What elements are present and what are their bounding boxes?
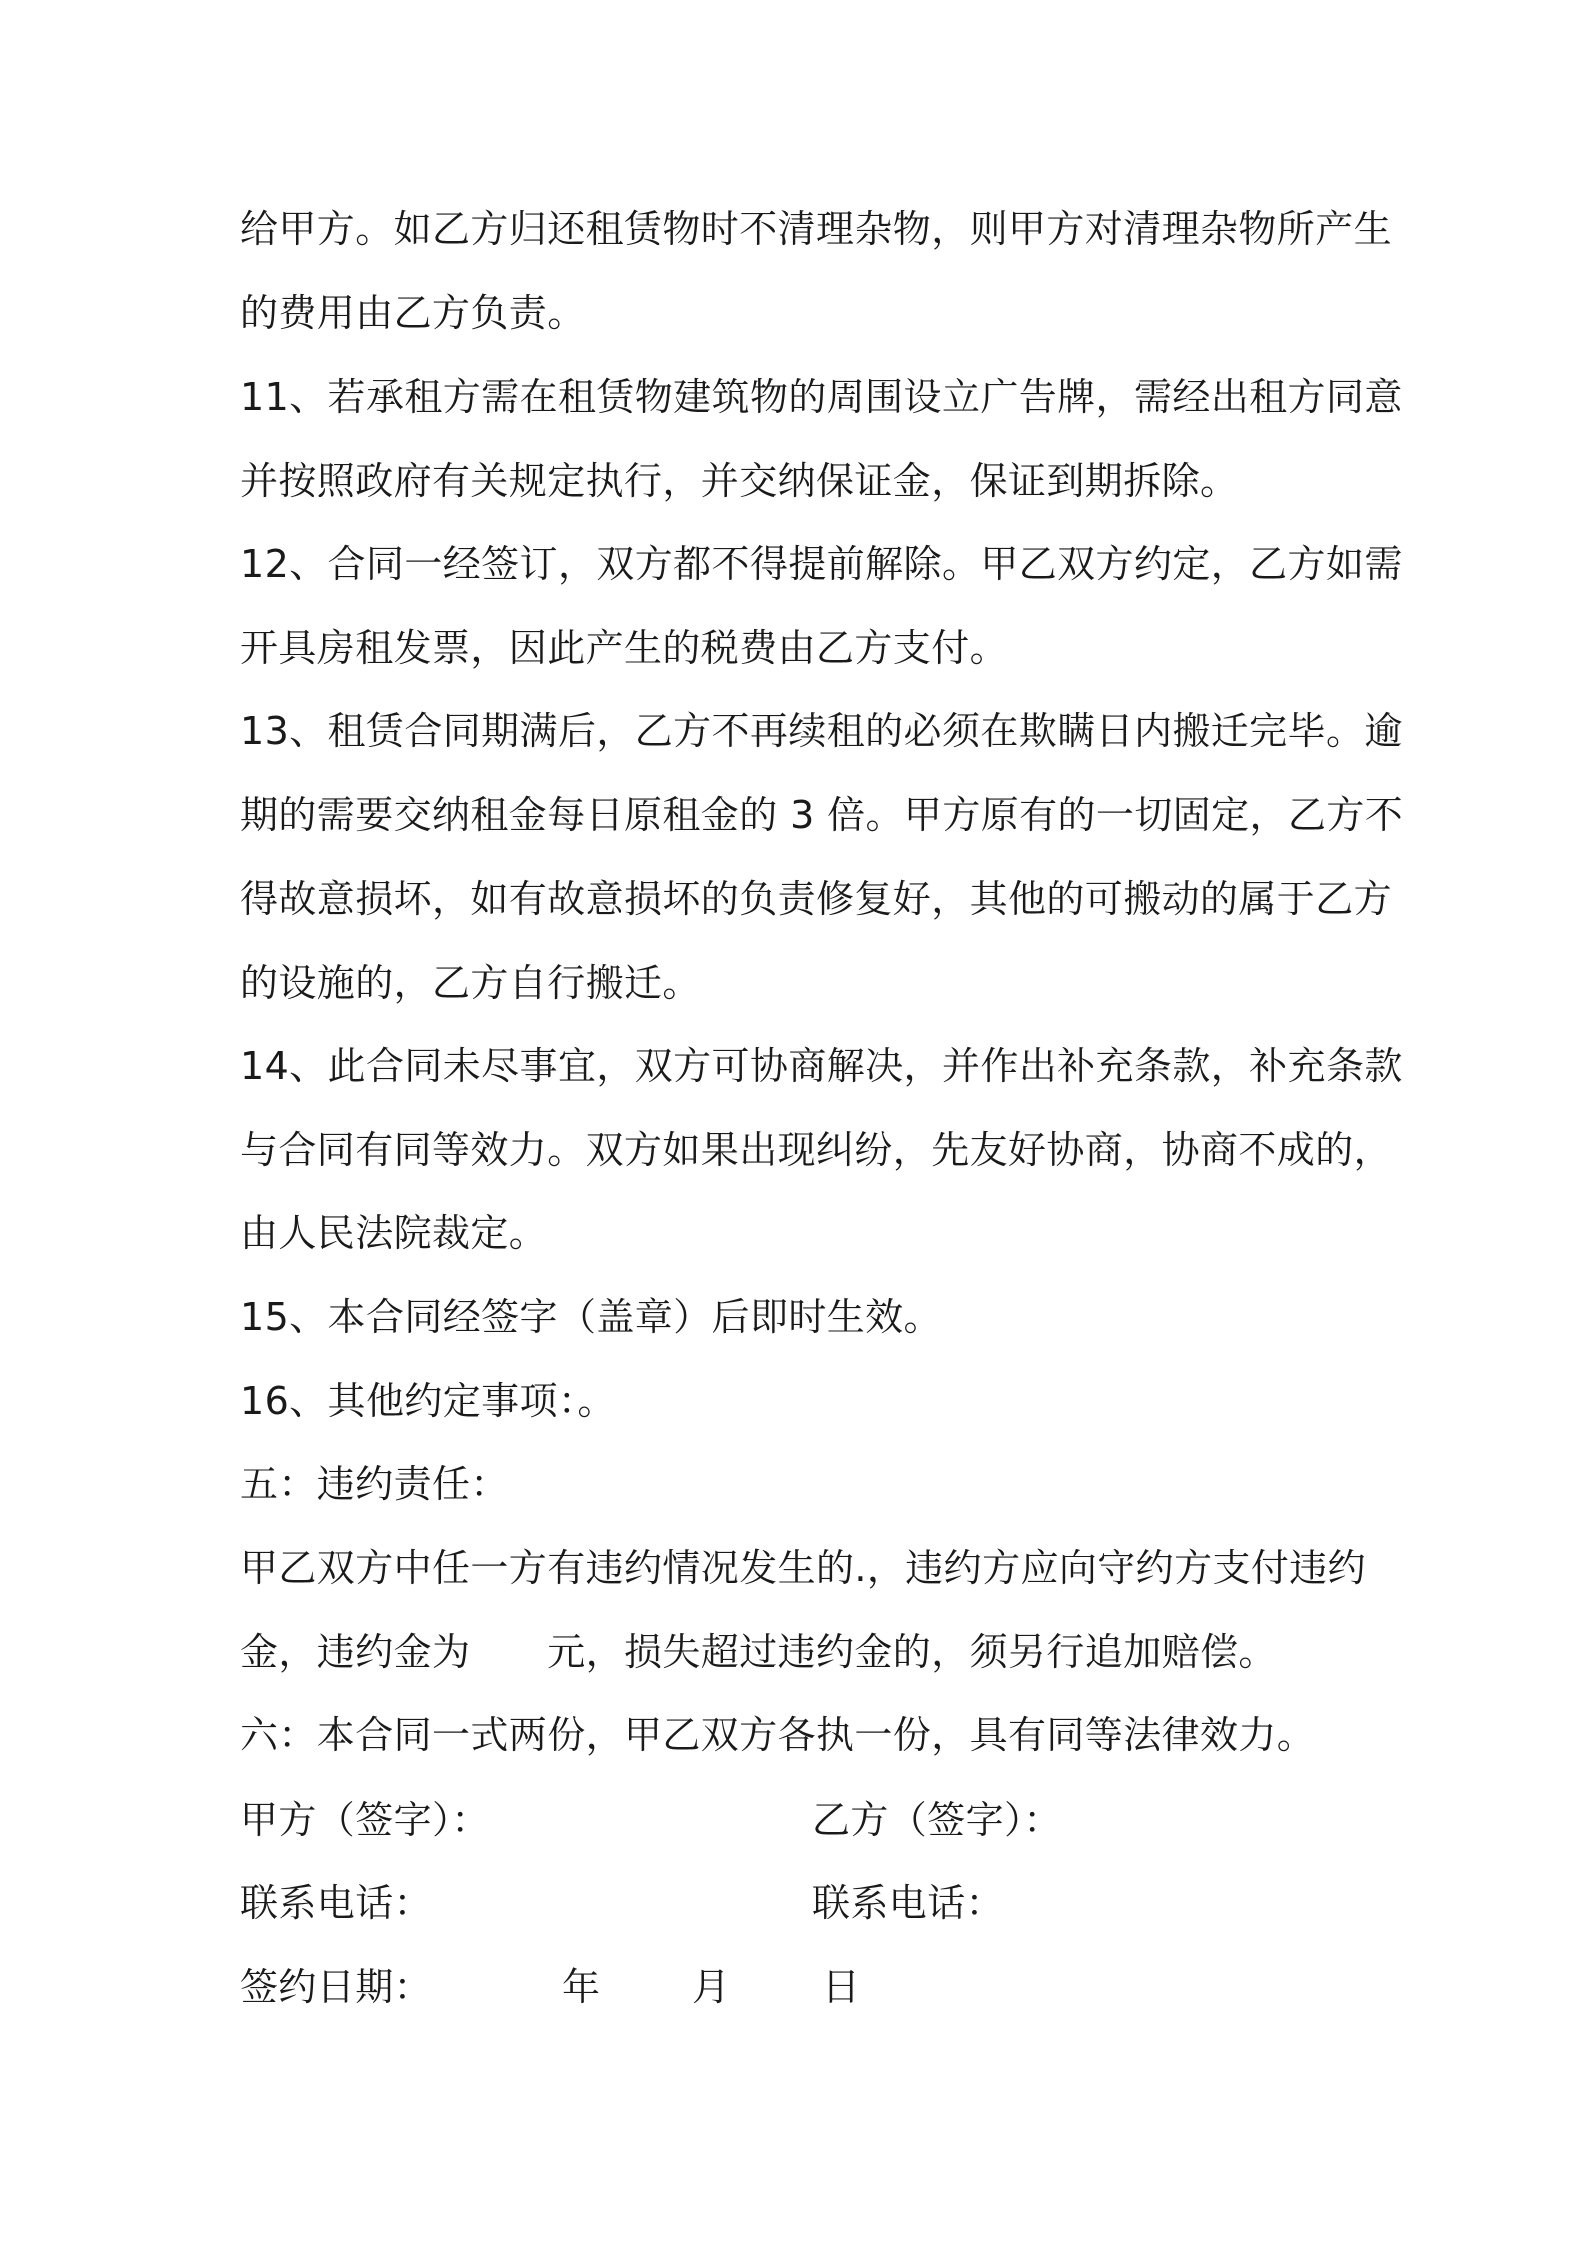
text-line: 并按照政府有关规定执行，并交纳保证金，保证到期拆除。 <box>240 459 1239 503</box>
month-label: 月 <box>692 1965 731 2009</box>
day-label: 日 <box>822 1965 861 2009</box>
clause-12: 12、合同一经签订，双方都不得提前解除。甲乙双方约定，乙方如需 <box>240 542 1403 586</box>
signing-date-row <box>240 1964 940 2010</box>
year-label: 年 <box>562 1965 601 2009</box>
text-line: 给甲方。如乙方归还租赁物时不清理杂物，则甲方对清理杂物所产生 <box>240 207 1393 251</box>
text-line: 期的需要交纳租金每日原租金的 3 倍。甲方原有的一切固定，乙方不 <box>240 793 1404 837</box>
section-six: 六：本合同一式两份，甲乙双方各执一份，具有同等法律效力。 <box>240 1713 1316 1757</box>
signing-date-label: 签约日期： <box>240 1965 433 2009</box>
clause-15: 15、本合同经签字（盖章）后即时生效。 <box>240 1295 942 1339</box>
party-b-phone-label: 联系电话： <box>812 1881 1005 1925</box>
clause-11: 11、若承租方需在租赁物建筑物的周围设立广告牌，需经出租方同意 <box>240 375 1403 419</box>
party-a-signature-label: 甲方（签字）： <box>240 1798 490 1842</box>
party-b-signature-label: 乙方（签字）： <box>812 1798 1062 1842</box>
party-a-phone-label: 联系电话： <box>240 1881 433 1925</box>
text-line: 开具房租发票，因此产生的税费由乙方支付。 <box>240 626 1009 670</box>
text-line: 得故意损坏，如有故意损坏的负责修复好，其他的可搬动的属于乙方 <box>240 877 1393 921</box>
text-line: 甲乙双方中任一方有违约情况发生的.，违约方应向守约方支付违约 <box>240 1546 1367 1590</box>
clause-13: 13、租赁合同期满后，乙方不再续租的必须在欺瞒日内搬迁完毕。逾 <box>240 709 1403 753</box>
clause-14: 14、此合同未尽事宜，双方可协商解决，并作出补充条款，补充条款 <box>240 1044 1403 1088</box>
text-line: 由人民法院裁定。 <box>240 1211 548 1255</box>
clause-16: 16、其他约定事项：。 <box>240 1379 616 1423</box>
text-line: 金，违约金为 元，损失超过违约金的，须另行追加赔偿。 <box>240 1630 1277 1674</box>
section-five-heading: 五：违约责任： <box>240 1462 509 1506</box>
text-line: 与合同有同等效力。双方如果出现纠纷，先友好协商，协商不成的， <box>240 1128 1393 1172</box>
text-line: 的设施的，乙方自行搬迁。 <box>240 961 701 1005</box>
text-line: 的费用由乙方负责。 <box>240 291 586 335</box>
